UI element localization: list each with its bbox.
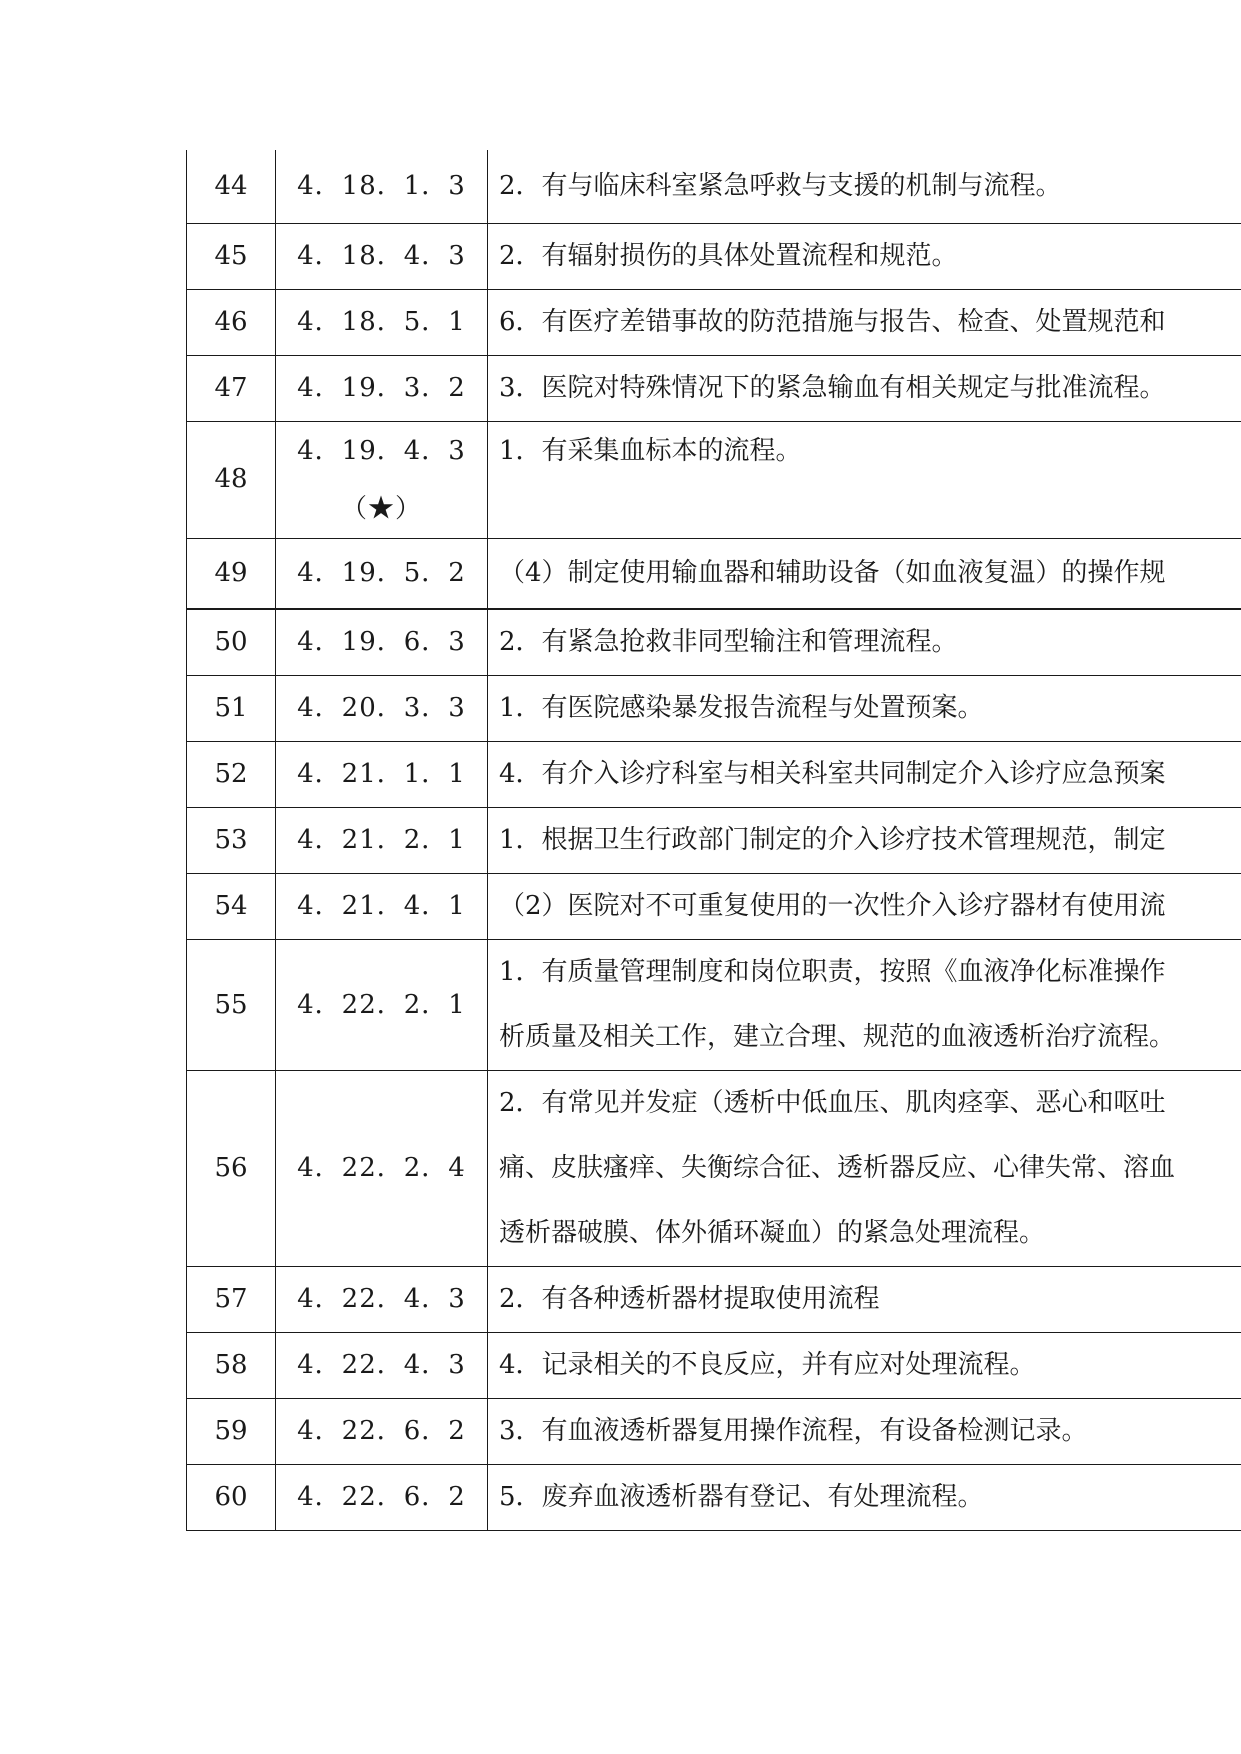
requirement-text-line: 1．有质量管理制度和岗位职责，按照《血液净化标准操作 (499, 957, 1166, 987)
requirement-text-cell (488, 1465, 1241, 1531)
clause-table-body (187, 150, 1241, 1531)
clause-code-cell (276, 1465, 488, 1531)
row-number: 57 (187, 1267, 276, 1333)
row-number: 51 (187, 676, 276, 742)
row-number: 52 (187, 742, 276, 808)
requirement-text-cell (488, 609, 1241, 676)
requirement-text-cell (488, 742, 1241, 808)
row-number: 45 (187, 223, 276, 289)
clause-code: 4．19．4．3 (297, 435, 466, 466)
clause-code-cell (276, 940, 488, 1071)
requirement-text-cell (488, 874, 1241, 940)
clause-code: 4．19．6．3 (297, 627, 466, 657)
requirement-text-cell (488, 1399, 1241, 1465)
requirement-text-cell (488, 289, 1241, 355)
table-row (187, 742, 1241, 808)
table-row (187, 421, 1241, 538)
clause-code: 4．22．4．3 (297, 1350, 466, 1380)
row-number: 60 (187, 1465, 276, 1531)
requirement-text-line: 4．有介入诊疗科室与相关科室共同制定介入诊疗应急预案 (499, 759, 1166, 789)
clause-code-cell (276, 676, 488, 742)
clause-code: 4．18．4．3 (297, 240, 466, 271)
row-number: 54 (187, 874, 276, 940)
table-row (187, 1071, 1241, 1267)
table-row (187, 609, 1241, 676)
requirement-text-line: 2．有与临床科室紧急呼救与支援的机制与流程。 (499, 170, 1062, 201)
row-number: 50 (187, 609, 276, 676)
requirement-text-line: 痛、皮肤瘙痒、失衡综合征、透析器反应、心律失常、溶血 (499, 1153, 1176, 1183)
clause-code: 4．20．3．3 (297, 693, 466, 723)
clause-code: 4．22．4．3 (297, 1284, 466, 1314)
table-row (187, 355, 1241, 421)
table-row (187, 874, 1241, 940)
clause-code: 4．18．1．3 (297, 170, 466, 201)
requirement-text-line: 1．有采集血标本的流程。 (499, 435, 802, 466)
requirement-text-cell (488, 1071, 1241, 1267)
clause-code: 4．22．2．1 (297, 989, 466, 1020)
requirement-text-line: 2．有各种透析器材提取使用流程 (499, 1284, 880, 1314)
requirement-text-cell (488, 1333, 1241, 1399)
clause-code: 4．22．6．2 (297, 1416, 466, 1446)
table-row (187, 940, 1241, 1071)
clause-code-cell (276, 1333, 488, 1399)
row-number: 49 (187, 538, 276, 609)
requirement-text-line: 4．记录相关的不良反应，并有应对处理流程。 (499, 1350, 1036, 1380)
clause-code: 4．22．6．2 (297, 1482, 466, 1512)
row-number: 58 (187, 1333, 276, 1399)
clause-code: 4．22．2．4 (297, 1153, 466, 1183)
clause-code-cell (276, 150, 488, 223)
requirement-text-line: 5．废弃血液透析器有登记、有处理流程。 (499, 1482, 984, 1512)
table-row (187, 676, 1241, 742)
table-row (187, 1267, 1241, 1333)
clause-code-cell (276, 355, 488, 421)
row-number: 59 (187, 1399, 276, 1465)
requirement-text-line: 1．有医院感染暴发报告流程与处置预案。 (499, 693, 984, 723)
row-number: 55 (187, 940, 276, 1071)
star-marker: （★） (340, 493, 422, 524)
clause-code-cell (276, 289, 488, 355)
requirement-text-line: 2．有辐射损伤的具体处置流程和规范。 (499, 240, 958, 271)
table-row (187, 150, 1241, 223)
requirement-text-line: 析质量及相关工作，建立合理、规范的血液透析治疗流程。 (499, 1022, 1176, 1052)
clause-code-cell (276, 538, 488, 609)
clause-code-cell (276, 609, 488, 676)
requirement-text-cell (488, 538, 1241, 609)
requirement-text-cell (488, 1267, 1241, 1333)
requirement-text-line: （2）医院对不可重复使用的一次性介入诊疗器材有使用流 (499, 891, 1166, 921)
requirement-text-line: 2．有紧急抢救非同型输注和管理流程。 (499, 627, 958, 657)
requirement-text-cell (488, 223, 1241, 289)
clause-code: 4．18．5．1 (297, 306, 466, 337)
table-row (187, 808, 1241, 874)
row-number: 48 (187, 421, 276, 538)
row-number: 56 (187, 1071, 276, 1267)
table-row (187, 1465, 1241, 1531)
requirement-text-line: 透析器破膜、体外循环凝血）的紧急处理流程。 (499, 1218, 1046, 1248)
clause-code: 4．21．1．1 (297, 759, 466, 789)
clause-code: 4．21．2．1 (297, 825, 466, 855)
row-number: 46 (187, 289, 276, 355)
clause-code-cell (276, 1071, 488, 1267)
table-row (187, 1333, 1241, 1399)
clause-code-cell (276, 874, 488, 940)
requirement-text-line: 2．有常见并发症（透析中低血压、肌肉痉挛、恶心和呕吐 (499, 1088, 1166, 1118)
requirement-text-cell (488, 355, 1241, 421)
requirement-text-cell (488, 808, 1241, 874)
clause-code: 4．19．3．2 (297, 372, 466, 403)
requirement-text-cell (488, 421, 1241, 538)
table-row (187, 1399, 1241, 1465)
clause-code-cell (276, 223, 488, 289)
table-row (187, 289, 1241, 355)
table-row (187, 223, 1241, 289)
requirement-text-line: 3．有血液透析器复用操作流程，有设备检测记录。 (499, 1416, 1088, 1446)
requirement-text-line: （4）制定使用输血器和辅助设备（如血液复温）的操作规 (499, 557, 1166, 588)
requirement-text-line: 3．医院对特殊情况下的紧急输血有相关规定与批准流程。 (499, 372, 1166, 403)
row-number: 53 (187, 808, 276, 874)
clause-code: 4．21．4．1 (297, 891, 466, 921)
requirement-text-cell (488, 150, 1241, 223)
clause-code-cell (276, 421, 488, 538)
requirement-text-line: 6．有医疗差错事故的防范措施与报告、检查、处置规范和 (499, 306, 1166, 337)
clause-code-cell (276, 1399, 488, 1465)
row-number: 47 (187, 355, 276, 421)
clause-table (186, 150, 1241, 1531)
clause-code-cell (276, 1267, 488, 1333)
row-number: 44 (187, 150, 276, 223)
clause-code-cell (276, 742, 488, 808)
clause-code: 4．19．5．2 (297, 557, 466, 588)
requirement-text-cell (488, 940, 1241, 1071)
table-row (187, 538, 1241, 609)
clause-code-cell (276, 808, 488, 874)
requirement-text-line: 1．根据卫生行政部门制定的介入诊疗技术管理规范，制定 (499, 825, 1166, 855)
requirement-text-cell (488, 676, 1241, 742)
